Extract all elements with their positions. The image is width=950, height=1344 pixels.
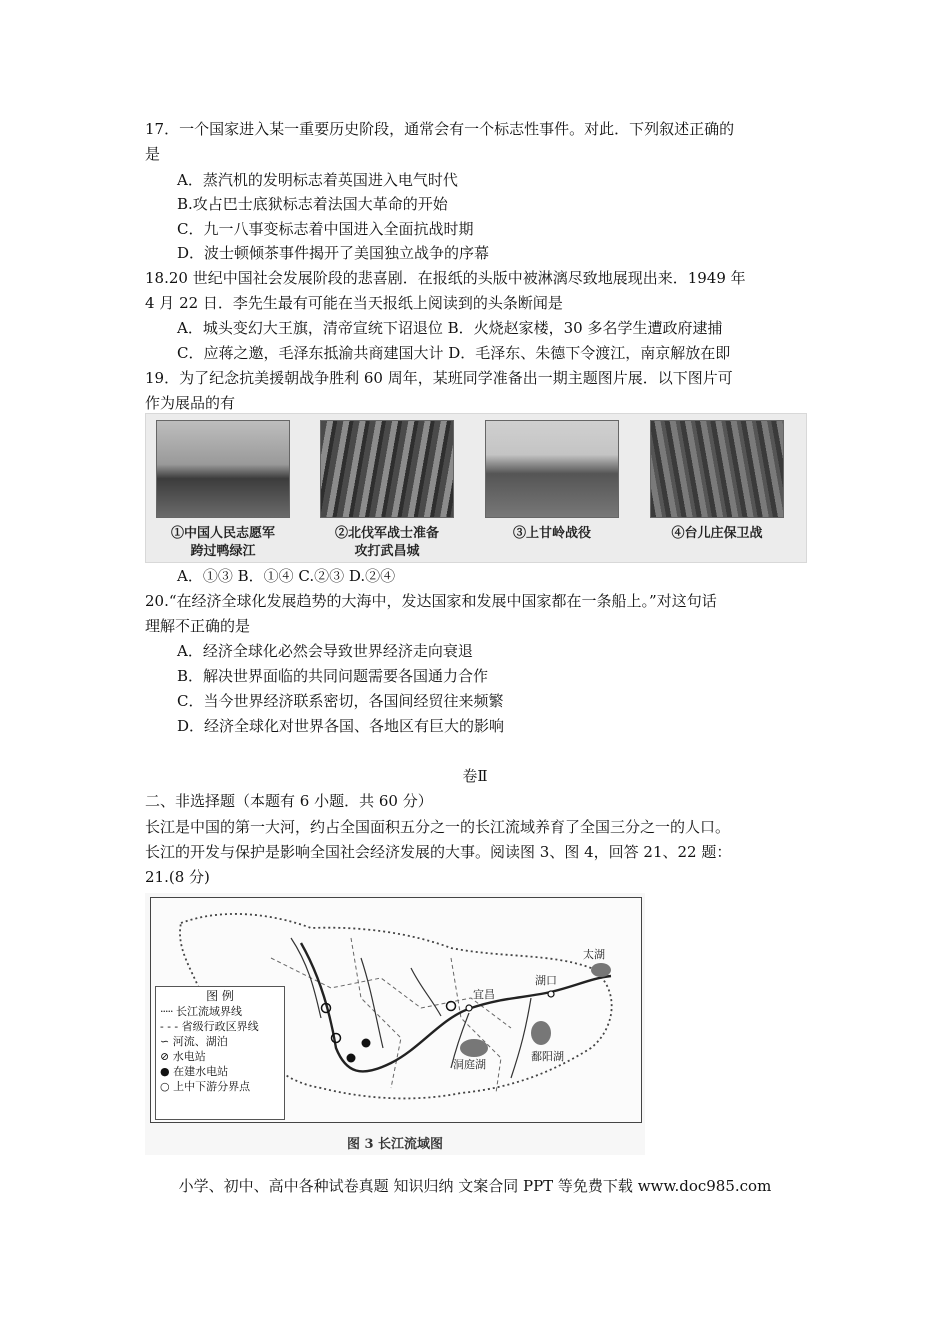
tributary bbox=[411, 968, 441, 1016]
hydropower-station-icon bbox=[447, 1002, 456, 1011]
photo-caption: 攻打武昌城 bbox=[354, 544, 420, 559]
q18-options-ab: A．城头变幻大王旗，清帝宣统下诏退位 B．火烧赵家楼，30 多名学生遭政府逮捕 bbox=[177, 319, 723, 337]
legend-item: - - - 省级行政区界线 bbox=[160, 1020, 259, 1033]
volume-title: 卷Ⅱ bbox=[462, 767, 488, 785]
q18-options-cd: C．应蒋之邀，毛泽东抵渝共商建国大计 D．毛泽东、朱德下令渡江，南京解放在即 bbox=[177, 344, 731, 362]
legend-item: ● 在建水电站 bbox=[160, 1065, 229, 1078]
tai-lake bbox=[591, 963, 611, 977]
map-label-taihu: 太湖 bbox=[583, 948, 605, 961]
hydropower-under-construction-icon bbox=[347, 1054, 356, 1063]
q20-option-c: C．当今世界经济联系密切，各国间经贸往来频繁 bbox=[177, 692, 504, 710]
province-boundary bbox=[351, 938, 401, 1088]
q17-option-c: C．九一八事变标志着中国进入全面抗战时期 bbox=[177, 220, 474, 238]
map-legend bbox=[155, 986, 285, 1120]
q18-stem: 18.20 世纪中国社会发展阶段的悲喜剧．在报纸的头版中被淋漓尽致地展现出来．1949 年 bbox=[145, 269, 746, 287]
section-intro: 长江是中国的第一大河，约占全国面积五分之一的长江流域养育了全国三分之一的人口。 bbox=[145, 818, 731, 836]
hydropower-construction-icon: ● bbox=[160, 1065, 170, 1078]
legend-item: ⊘ 水电站 bbox=[160, 1050, 206, 1063]
tributary bbox=[511, 998, 531, 1078]
map-label-poyang: 鄱阳湖 bbox=[531, 1050, 564, 1063]
dongting-lake bbox=[460, 1039, 488, 1057]
footer-text: 小学、初中、高中各种试卷真题 知识归纳 文案合同 PPT 等免费下载 www.doc985.com bbox=[178, 1177, 772, 1195]
q17-option-b: B.攻占巴士底狱标志着法国大革命的开始 bbox=[177, 195, 448, 213]
map-caption: 图 3 长江流域图 bbox=[346, 1137, 444, 1152]
q19-stem: 19．为了纪念抗美援朝战争胜利 60 周年，某班同学准备出一期主题图片展．以下图片可 bbox=[145, 369, 733, 387]
q20-option-d: D．经济全球化对世界各国、各地区有巨大的影响 bbox=[177, 717, 505, 735]
legend-item: ○ 上中下游分界点 bbox=[160, 1080, 251, 1093]
photo-taierzhuang-defense bbox=[650, 420, 784, 541]
poyang-lake bbox=[531, 1021, 551, 1045]
map-label-yichang: 宜昌 bbox=[473, 988, 495, 1001]
yangtze-basin-map-figure bbox=[145, 893, 645, 1155]
q19-stem-cont: 作为展品的有 bbox=[145, 394, 236, 412]
tributary bbox=[361, 958, 383, 1048]
q17-option-d: D．波士顿倾茶事件揭开了美国独立战争的序幕 bbox=[177, 244, 490, 262]
q20-stem: 20.“在经济全球化发展趋势的大海中，发达国家和发展中国家都在一条船上。”对这句话 bbox=[145, 592, 717, 610]
photo-caption: ①中国人民志愿军 bbox=[170, 526, 275, 541]
q20-option-a: A．经济全球化必然会导致世界经济走向衰退 bbox=[177, 642, 473, 660]
hydropower-icon: ⊘ bbox=[160, 1050, 170, 1063]
basin-line-icon: ····· bbox=[160, 1005, 173, 1018]
section-intro-cont: 长江的开发与保护是影响全国社会经济发展的大事。阅读图 3、图 4，回答 21、22 题： bbox=[145, 843, 732, 861]
province-boundary bbox=[451, 958, 501, 1093]
map-label-hukou: 湖口 bbox=[535, 974, 557, 987]
q20-option-b: B．解决世界面临的共同问题需要各国通力合作 bbox=[177, 667, 489, 685]
photo-caption: ③上甘岭战役 bbox=[512, 526, 591, 541]
hukou-division-point bbox=[548, 991, 554, 997]
division-point-icon: ○ bbox=[160, 1080, 170, 1093]
q17-stem: 17．一个国家进入某一重要历史阶段，通常会有一个标志性事件。对此．下列叙述正确的 bbox=[145, 120, 735, 138]
legend-item: ∽ 河流、湖泊 bbox=[160, 1035, 228, 1048]
river-lake-icon: ∽ bbox=[160, 1035, 170, 1048]
q17-stem-cont: 是 bbox=[145, 145, 161, 163]
q17-option-a: A．蒸汽机的发明标志着英国进入电气时代 bbox=[177, 171, 458, 189]
hydropower-under-construction-icon bbox=[362, 1039, 371, 1048]
q19-options: A．①③ B．①④ C.②③ D.②④ bbox=[177, 567, 396, 585]
legend-item: ····· 长江流域界线 bbox=[160, 1005, 242, 1018]
q18-stem-cont: 4 月 22 日．李先生最有可能在当天报纸上阅读到的头条断闻是 bbox=[145, 294, 563, 312]
photo-northern-expedition-soldiers bbox=[320, 420, 454, 559]
photo-yalu-river-crossing bbox=[156, 420, 290, 559]
photo-caption: ②北伐军战士准备 bbox=[334, 526, 439, 541]
photo-caption: 跨过鸭绿江 bbox=[190, 544, 256, 559]
photo-caption: ④台儿庄保卫战 bbox=[671, 526, 763, 541]
yichang-division-point bbox=[466, 1005, 472, 1011]
photo-shangganling-battle bbox=[485, 420, 619, 541]
legend-title: 图 例 bbox=[206, 989, 234, 1003]
q21-label: 21.(8 分) bbox=[145, 868, 210, 886]
map-frame bbox=[150, 897, 642, 1123]
map-label-dongting: 洞庭湖 bbox=[453, 1058, 486, 1071]
q20-stem-cont: 理解不正确的是 bbox=[145, 617, 251, 635]
photo-strip bbox=[145, 413, 807, 563]
section-heading: 二、非选择题（本题有 6 小题．共 60 分） bbox=[145, 792, 433, 810]
province-line-icon: - - - bbox=[160, 1020, 179, 1033]
